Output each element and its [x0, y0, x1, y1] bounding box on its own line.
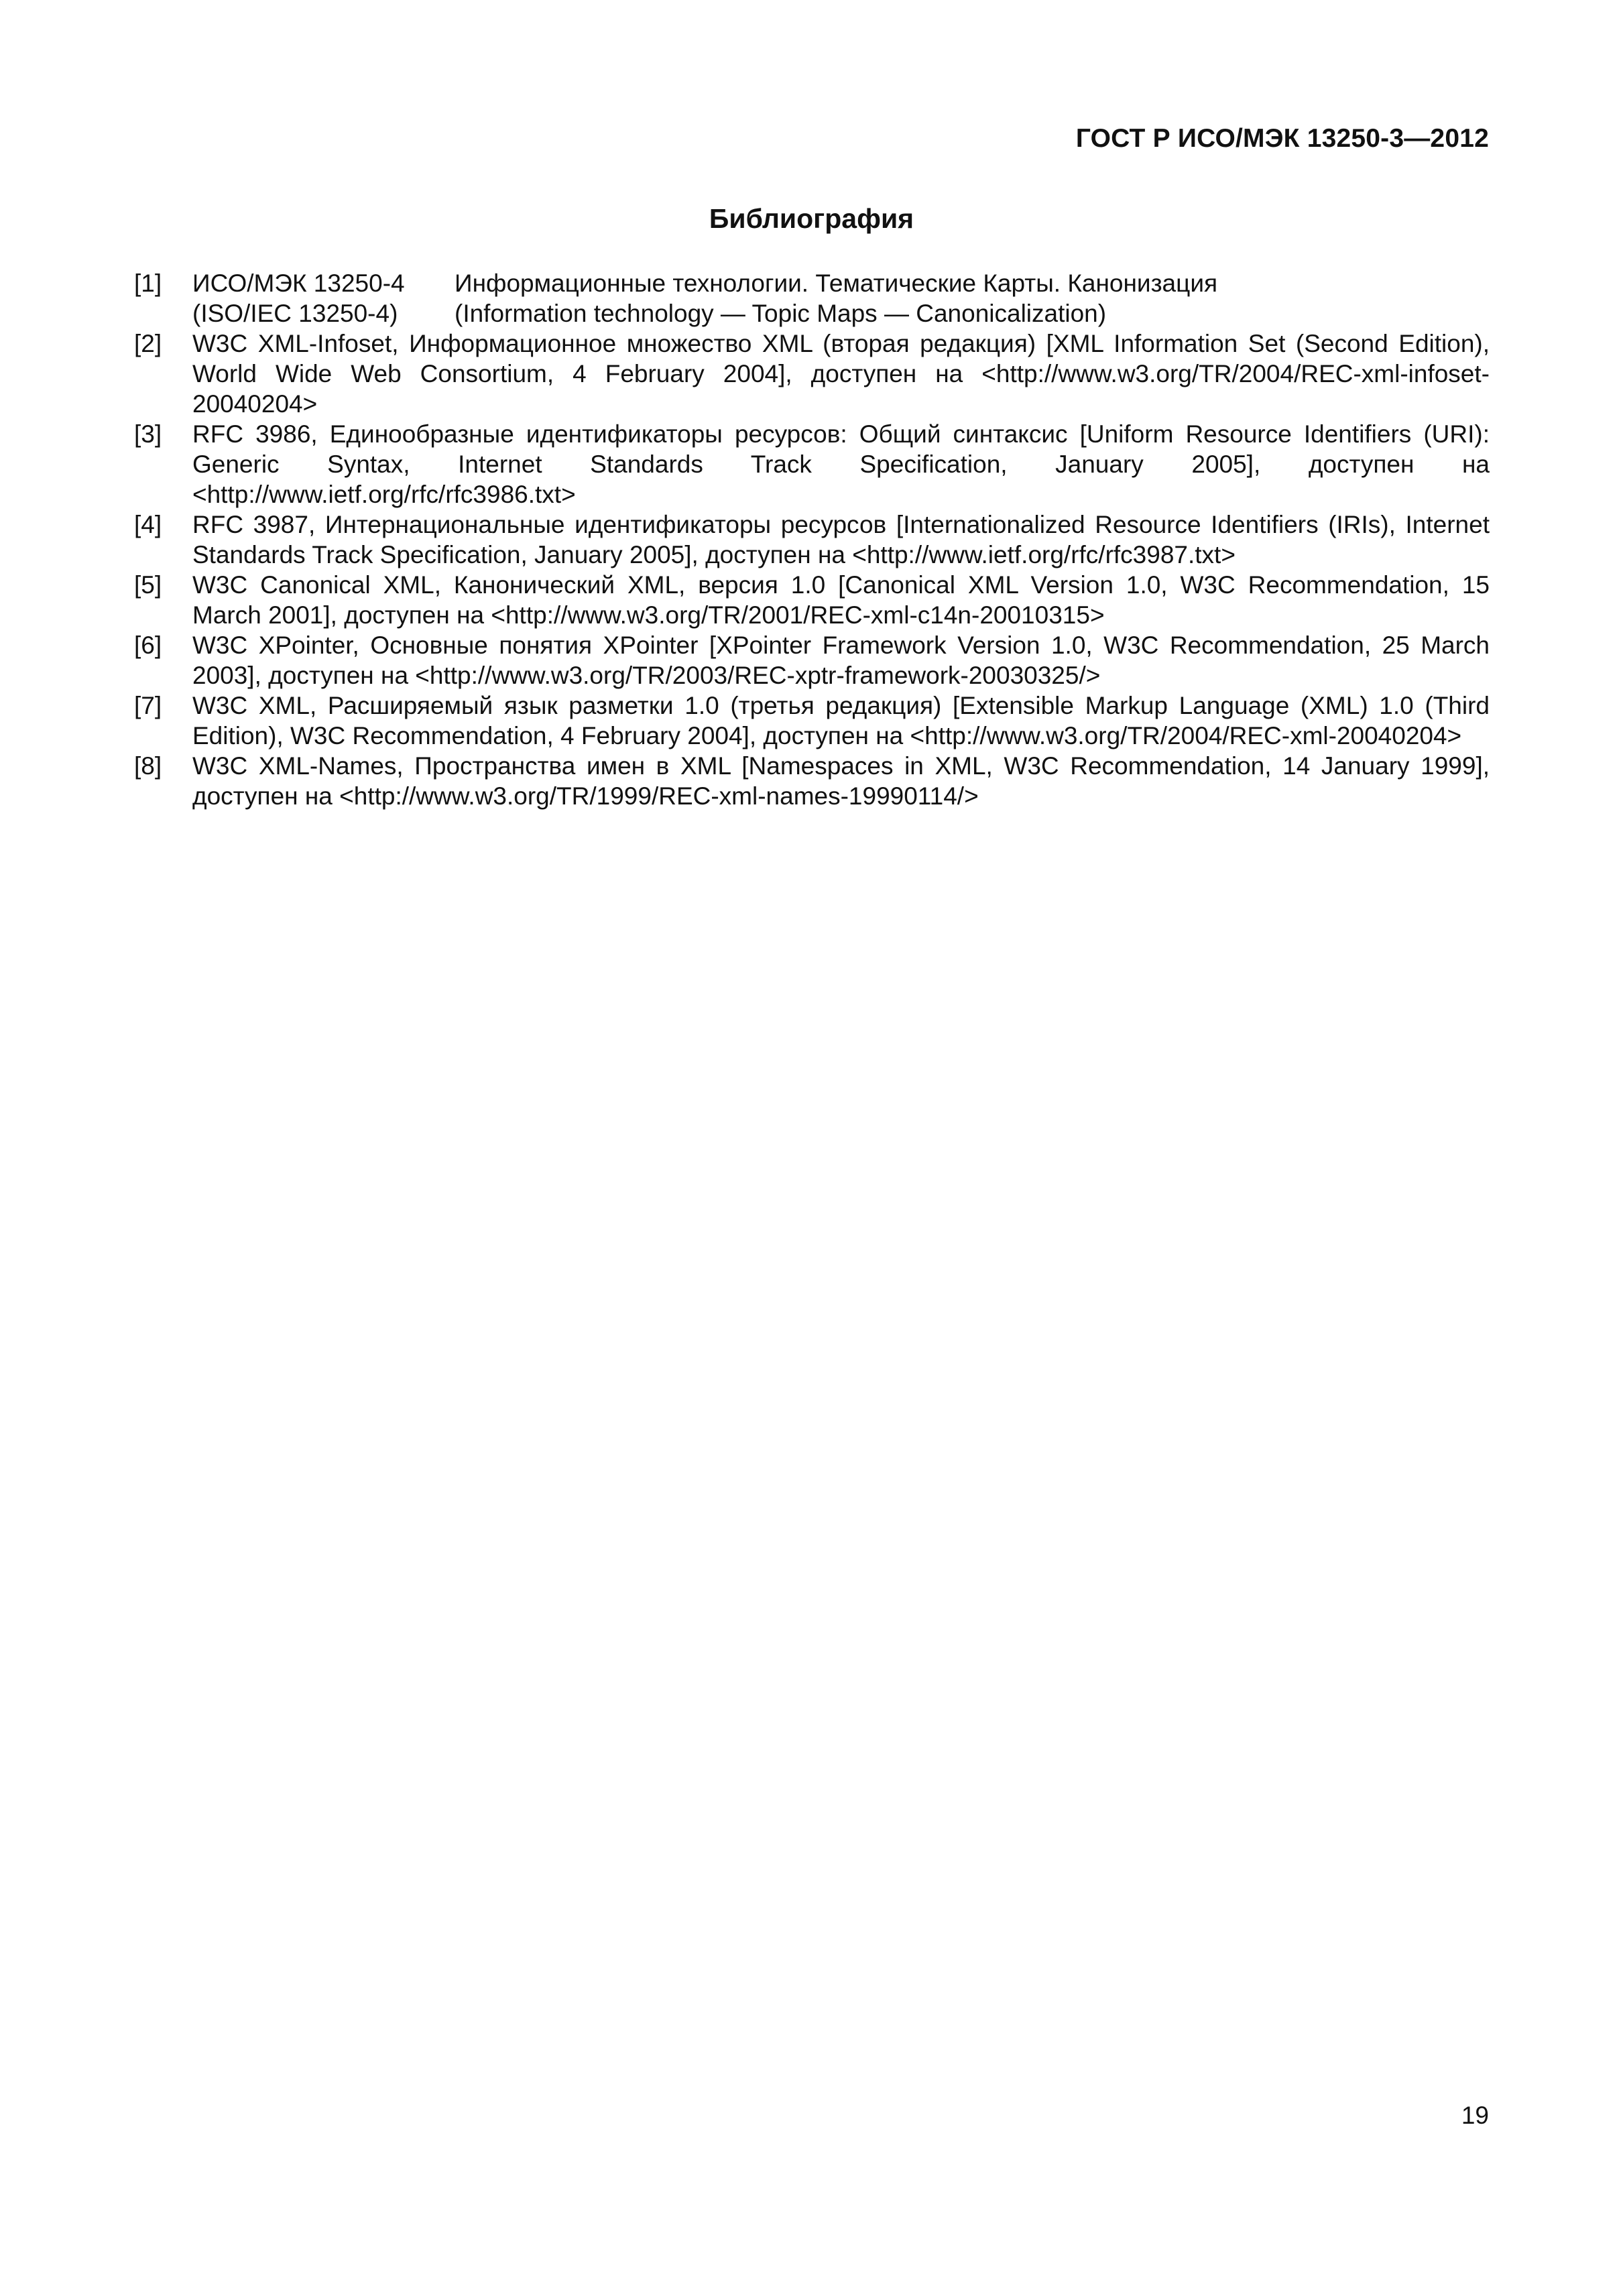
bibliography-entry-6	[134, 630, 1490, 690]
entry-number: [8]	[134, 752, 162, 780]
entry-text: W3C Canonical XML, Канонический XML, версия 1.0 [Canonical XML Version 1.0, W3C Recommendation, 15 March 2001], доступен на <http://www.w3.org/TR/2001/REC-xml-c14n-20010315>	[192, 571, 1490, 629]
entry-text: W3C XPointer, Основные понятия XPointer [XPointer Framework Version 1.0, W3C Recommendation, 25 March 2003], доступен на <http://www.w3.org/TR/2003/REC-xptr-framework-20030325/>	[192, 631, 1490, 689]
standard-code: ИСО/МЭК 13250-4	[192, 269, 405, 297]
bibliography-entry-8	[134, 751, 1490, 811]
entry-row-ru	[192, 268, 1490, 298]
entry-text: W3C XML-Infoset, Информационное множество XML (вторая редакция) [XML Information Set (Second Edition), World Wide Web Consortium, 4 February 2004], доступен на <http://www.w3.org/TR/2004/REC-xml-infoset-20040204>	[192, 330, 1490, 418]
bibliography-entry-2	[134, 328, 1490, 419]
entry-text: RFC 3986, Единообразные идентификаторы ресурсов: Общий синтаксис [Uniform Resource Identifiers (URI): Generic Syntax, Internet Standards Track Specification, January 2005], доступен на <http://www.ietf.org/rfc/rfc3986.txt>	[192, 420, 1490, 508]
document-header: ГОСТ Р ИСО/МЭК 13250-3—2012	[1075, 124, 1489, 153]
entry-row-en	[192, 298, 1490, 328]
entry-number: [5]	[134, 571, 162, 599]
bibliography-entry-3	[134, 419, 1490, 509]
bibliography-entry-7	[134, 690, 1490, 751]
standard-code-original: (ISO/IEC 13250-4)	[192, 300, 398, 327]
standard-title-original: (Information technology — Topic Maps — Canonicalization)	[455, 300, 1107, 327]
bibliography-entry-5	[134, 570, 1490, 630]
entry-text: W3C XML, Расширяемый язык разметки 1.0 (третья редакция) [Extensible Markup Language (XML) 1.0 (Third Edition), W3C Recommendation, 4 February 2004], доступен на <http://www.w3.org/TR/2004/REC-xml-20040204>	[192, 692, 1490, 749]
entry-number: [6]	[134, 631, 162, 659]
entry-number: [7]	[134, 692, 162, 719]
entry-number: [2]	[134, 330, 162, 357]
bibliography-title: Библиография	[709, 203, 914, 234]
bibliography-entry-4	[134, 509, 1490, 570]
entry-text: W3C XML-Names, Пространства имен в XML [Namespaces in XML, W3C Recommendation, 14 January 1999], доступен на <http://www.w3.org/TR/1999/REC-xml-names-19990114/>	[192, 752, 1490, 810]
bibliography-entry-1	[134, 268, 1490, 328]
entry-number: [3]	[134, 420, 162, 448]
entry-body	[192, 268, 1490, 328]
page-number: 19	[1461, 2102, 1489, 2129]
entry-text: RFC 3987, Интернациональные идентификаторы ресурсов [Internationalized Resource Identifiers (IRIs), Internet Standards Track Specification, January 2005], доступен на <http://www.ietf.org/rfc/rfc3987.txt>	[192, 511, 1490, 568]
entry-number: [1]	[134, 269, 162, 297]
bibliography-list	[134, 268, 1490, 811]
standard-title: Информационные технологии. Тематические Карты. Канонизация	[455, 269, 1218, 297]
entry-number: [4]	[134, 511, 162, 538]
